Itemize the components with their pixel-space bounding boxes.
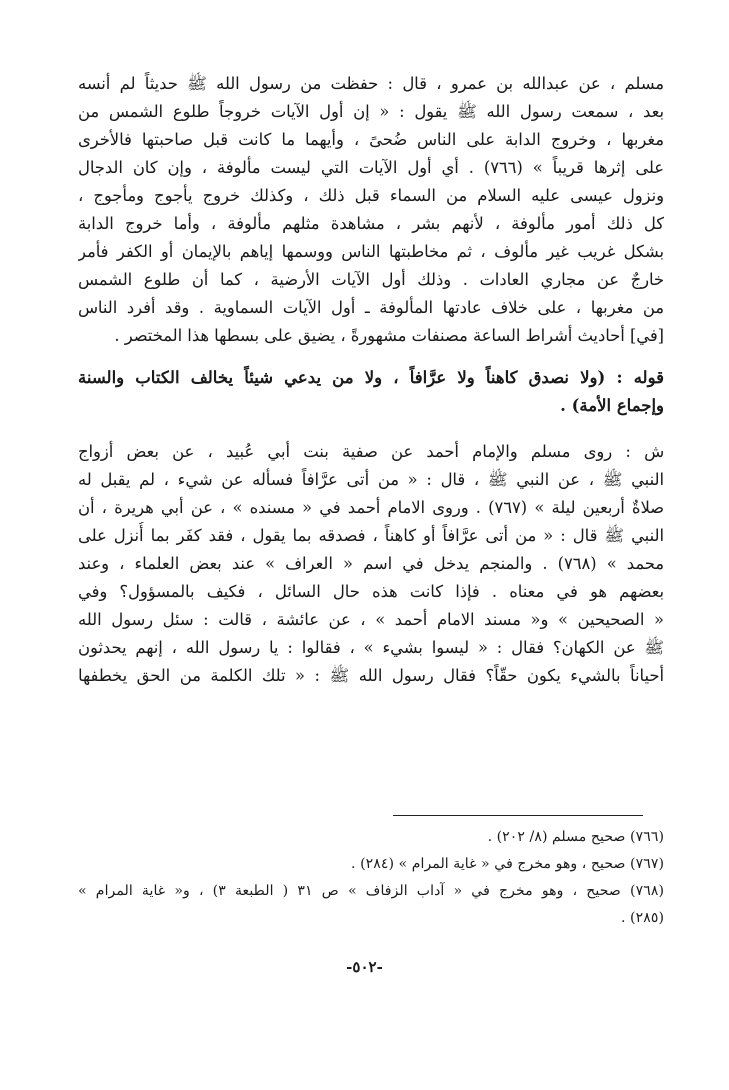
text-line: بشكل غريب غير مألوف ، ثم مخاطبتها الناس ووسمها إياهم بالإيمان أو الكفر فأمر (78, 242, 664, 261)
paragraph-3-commentary (78, 438, 664, 690)
paragraph-1 (78, 70, 664, 350)
text-line: بعضهم هو في معناه . فإذا كانت هذه حال السائل ، فكيف بالمسؤول؟ وفي (78, 582, 664, 601)
text-line: على إثرها قريباً » (٧٦٦) . أي أول الآيات التي ليست مألوفة ، وإن كان الدجال (78, 158, 664, 177)
footnotes (78, 824, 664, 932)
text-line: ﷺ عن الكهان؟ فقال : « ليسوا بشيء » ، فقالوا : يا رسول الله ، إنهم يحدثون (78, 638, 664, 657)
text-line: صلاةٌ أربعين ليلة » (٧٦٧) . وروى الامام أحمد في « مسنده » ، عن أبي هريرة ، أن (78, 498, 664, 517)
footnote: (٧٦٧) صحيح ، وهو مخرج في « غاية المرام » (٢٨٤) . (351, 856, 664, 872)
text-line: أحياناً بالشيء يكون حقّاً؟ فقال رسول الله ﷺ : « تلك الكلمة من الحق يخطفها (78, 666, 664, 685)
text-line: محمد » (٧٦٨) . والمنجم يدخل في اسم « العراف » عند بعض العلماء ، وعند (78, 554, 664, 573)
text-line: كل ذلك أمور مألوفة ، لأنهم بشر ، مشاهدة مثلهم مألوفة ، وأما خروج الدابة (78, 214, 664, 233)
text-line: « الصحيحين » و« مسند الامام أحمد » ، عن عائشة ، قالت : سئل رسول الله (78, 610, 664, 629)
text-line: مغربها ، وخروج الدابة على الناس ضُحىً ، وأيهما ما كانت قبل صاحبتها فالأخرى (78, 130, 664, 149)
text-line: قوله : (ولا نصدق كاهناً ولا عرَّافاً ، ولا من يدعي شيئاً يخالف الكتاب والسنة (78, 368, 664, 387)
text-line: وإجماع الأمة) . (560, 396, 664, 415)
text-line: ونزول عيسى عليه السلام من السماء قبل ذلك ، وكذلك خروج يأجوج ومأجوج ، (78, 186, 664, 205)
text-line: ش : روى مسلم والإمام أحمد عن صفية بنت أبي عُبيد ، عن بعض أزواج (78, 442, 664, 461)
text-line: بعد ، سمعت رسول الله ﷺ يقول : « إن أول الآيات خروجاً طلوع الشمس من (78, 102, 664, 121)
text-line: من مغربها ، على خلاف عادتها المألوفة ـ أول الآيات السماوية . وقد أفرد الناس (78, 298, 664, 317)
page-body (78, 70, 664, 690)
text-line: خارجٌ عن مجاري العادات . وذلك أول الآيات الأرضية ، كما أن طلوع الشمس (78, 270, 664, 289)
text-line: النبي ﷺ قال : « من أتى عرَّافاً أو كاهناً ، فصدقه بما يقول ، فقد كفَر بما أُنزل على (78, 526, 664, 545)
footnote: (٧٦٦) صحيح مسلم (٨/ ٢٠٢) . (487, 829, 664, 845)
text-line: مسلم ، عن عبدالله بن عمرو ، قال : حفظت من رسول الله ﷺ حديثاً لم أنسه (78, 74, 664, 93)
footnote-divider (393, 815, 643, 816)
page-number: -٥٠٢- (346, 958, 383, 976)
footnote: (٧٦٨) صحيح ، وهو مخرج في « آداب الزفاف » ص ٣١ ( الطبعة ٣) ، و« غاية المرام » (78, 883, 664, 899)
text-line: [في] أحاديث أشراط الساعة مصنفات مشهورةً ، يضيق على بسطها هذا المختصر . (114, 326, 664, 345)
paragraph-2-matn (78, 364, 664, 420)
text-line: النبي ﷺ ، عن النبي ﷺ ، قال : « من أتى عرَّافاً فسأله عن شيء ، لم يقبل له (78, 470, 664, 489)
footnote: (٢٨٥) . (621, 910, 664, 926)
